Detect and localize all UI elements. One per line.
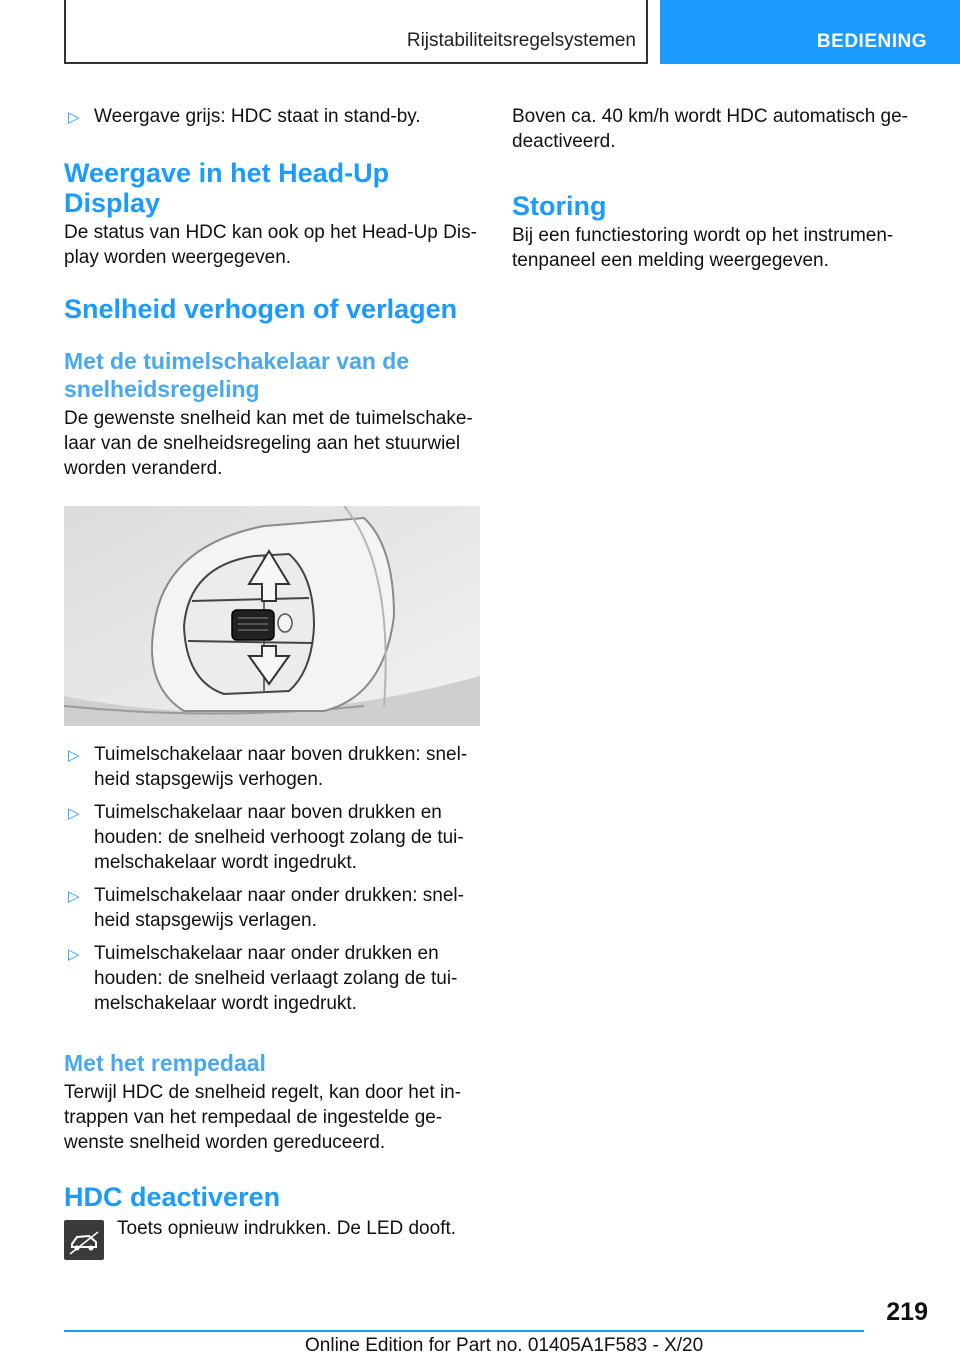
paragraph-brake-pedal: Terwijl HDC de snelheid regelt, kan door het in-trappen van het rempedaal de ingestelde ge-wenste snelheid worden gereduceerd. [64, 1082, 462, 1153]
heading-speed-change: Snelheid verhogen of verlagen [64, 294, 458, 324]
header-section-title: Rijstabiliteitsregelsystemen [406, 30, 636, 51]
steering-wheel-rocker-figure [64, 506, 480, 726]
paragraph-auto-deactivate: Boven ca. 40 km/h wordt HDC automatisch ge-deactiveerd. [512, 106, 909, 152]
list-item [64, 941, 482, 1016]
list-item [64, 742, 482, 792]
right-column [512, 100, 917, 273]
list-item-text: Tuimelschakelaar naar boven drukken en houden: de snelheid verhoogt zolang de tui-melschakelaar wordt ingedrukt. [94, 802, 464, 873]
list-item-text: Tuimelschakelaar naar onder drukken en houden: de snelheid verlaagt zolang de tui-melschakelaar wordt ingedrukt. [94, 943, 458, 1014]
list-item [64, 883, 482, 933]
subheading-brake-pedal: Met het rempedaal [64, 1050, 266, 1076]
triangle-bullet-icon: ▷ [68, 747, 80, 764]
paragraph-hdc-deactivate: Toets opnieuw indrukken. De LED dooft. [117, 1218, 457, 1239]
list-item-text: Tuimelschakelaar naar boven drukken: snel-heid stapsgewijs verhogen. [94, 744, 468, 790]
footer-edition: Online Edition for Part no. 01405A1F583 - X/20 [305, 1335, 704, 1356]
list-item [64, 800, 482, 875]
list-item-text: Weergave grijs: HDC staat in stand-by. [94, 106, 421, 127]
triangle-bullet-icon: ▷ [68, 888, 80, 905]
list-item [64, 104, 482, 129]
heading-hdc-deactivate: HDC deactiveren [64, 1182, 281, 1212]
paragraph-fault: Bij een functiestoring wordt op het instrumen-tenpaneel een melding weergegeven. [512, 225, 894, 271]
list-item-text: Tuimelschakelaar naar onder drukken: snel-heid stapsgewijs verlagen. [94, 885, 464, 931]
hdc-deactivate-row [64, 1216, 482, 1260]
triangle-bullet-icon: ▷ [68, 109, 80, 126]
heading-fault: Storing [512, 191, 607, 221]
subheading-rocker-switch: Met de tuimelschakelaar van de snelheidsregeling [64, 348, 410, 402]
paragraph-rocker-switch: De gewenste snelheid kan met de tuimelschake-laar van de snelheidsregeling aan het stuurwiel worden veranderd. [64, 408, 473, 479]
hdc-button-icon [64, 1220, 104, 1260]
page-number: 219 [886, 1298, 928, 1326]
header-chapter-title: BEDIENING [816, 31, 927, 52]
paragraph-head-up-display: De status van HDC kan ook op het Head-Up Dis-play worden weergegeven. [64, 222, 477, 268]
rocker-action-list [64, 742, 482, 1016]
hdc-status-list [64, 104, 482, 129]
footer-divider [64, 1330, 864, 1332]
triangle-bullet-icon: ▷ [68, 946, 80, 963]
left-column [64, 100, 482, 1260]
triangle-bullet-icon: ▷ [68, 805, 80, 822]
heading-head-up-display: Weergave in het Head-Up Display [64, 158, 390, 218]
header-chapter-tab [660, 0, 960, 64]
header-section-box [64, 0, 648, 64]
steering-wheel-illustration [64, 506, 480, 726]
